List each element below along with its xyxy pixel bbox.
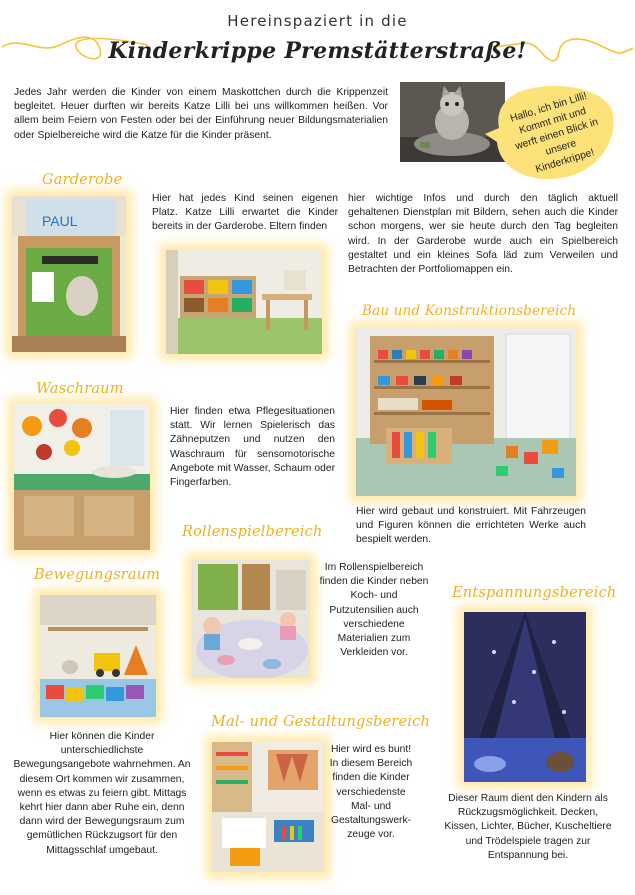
bau-text: Hier wird gebaut und konstruiert. Mit Fahrzeugen und Figuren können die errichteten Werke auch bespielt werden. <box>356 506 586 546</box>
photo-garderobe-locker <box>12 196 126 352</box>
bubble-text: Hallo, ich bin Lilli! Kommt mit und werft einen Blick in unsere Kinderkrippe! <box>509 90 600 176</box>
heading-bau: Bau und Konstruktionsbereich <box>362 303 577 319</box>
heading-garderobe: Garderobe <box>42 172 123 188</box>
bewegung-text: Hier können die Kinder unterschiedlichste Bewegungsangebote wahrnehmen. An diesem Ort kommen wir zusammen, wenn es etwas zu feiern gibt. Mittags kehrt hier dann aber Ruhe ein, denn dann wird der Bewegungsraum zum gemütlichen Rückzugsort für den Mittagsschlaf umgebaut. <box>13 731 191 856</box>
intro-text: Jedes Jahr werden die Kinder von einem Maskottchen durch die Krippenzeit begleitet. Heuer durften wir bereits Katze Lilli bei uns willkommen heißen. Vor allem beim Feiern von Festen oder bei der Einführung neuer Bildungsmaterialien oder Spielbereiche wird die Katze für die Kinder präsent. <box>14 87 388 141</box>
photo-garderobe-play <box>166 250 322 354</box>
speech-bubble <box>485 80 619 184</box>
rollenspiel-text: Im Rollenspielbereich finden die Kinder neben Koch- und Putzutensilien auch verschiedene Materialien zum Verkleiden vor. <box>319 562 429 659</box>
heading-bewegung: Bewegungsraum <box>34 567 161 583</box>
photo-rollenspiel <box>192 560 310 678</box>
page-subtitle: Hereinspaziert in die <box>227 12 408 30</box>
waschraum-text: Hier finden etwa Pflegesituationen statt. Wir lernen Spielerisch das Zähneputzen und nutzen den Waschraum für sensomotorische Angebote mit Wasser, Schaum oder Fingerfarben. <box>170 406 335 489</box>
photo-waschraum <box>14 404 150 550</box>
photo-entspannung <box>464 612 586 782</box>
photo-mal <box>212 742 324 872</box>
page-title: Kinderkrippe Premstätterstraße! <box>108 38 527 64</box>
photo-bau <box>356 328 576 496</box>
heading-waschraum: Waschraum <box>36 381 124 397</box>
garderobe-text-left: Hier hat jedes Kind seinen eigenen Platz. Katze Lilli erwartet die Kinder bereits in der Garderobe. Eltern finden <box>152 193 338 233</box>
garderobe-text-right: hier wichtige Infos und durch den täglich aktuell gehaltenen Dienstplan mit Bildern, sehen auch die Kinder schon morgens, wer sie heute durch den Tag begleiten wird. In der Garderobe wurde auch ein Spielbereich gestaltet und ein kleines Sofa läd zum Verweilen und Betrachten der Portfoliomappen ein. <box>348 193 618 276</box>
photo-bewegung <box>40 595 156 717</box>
heading-rollenspiel: Rollenspielbereich <box>182 524 323 540</box>
mal-text: Hier wird es bunt! In diesem Bereich finden die Kinder verschiedenste Mal- und Gestaltungswerk-zeuge vor. <box>329 744 413 841</box>
locker-name-sign: PAUL <box>42 213 78 229</box>
entspannung-text: Dieser Raum dient den Kindern als Rückzugsmöglichkeit. Decken, Kissen, Lichter, Bücher, Kuscheltiere und Trödelspiele tragen zur Entspannung bei. <box>444 793 612 861</box>
heading-entspannung: Entspannungsbereich <box>452 585 617 601</box>
heading-mal: Mal- und Gestaltungsbereich <box>211 714 431 730</box>
